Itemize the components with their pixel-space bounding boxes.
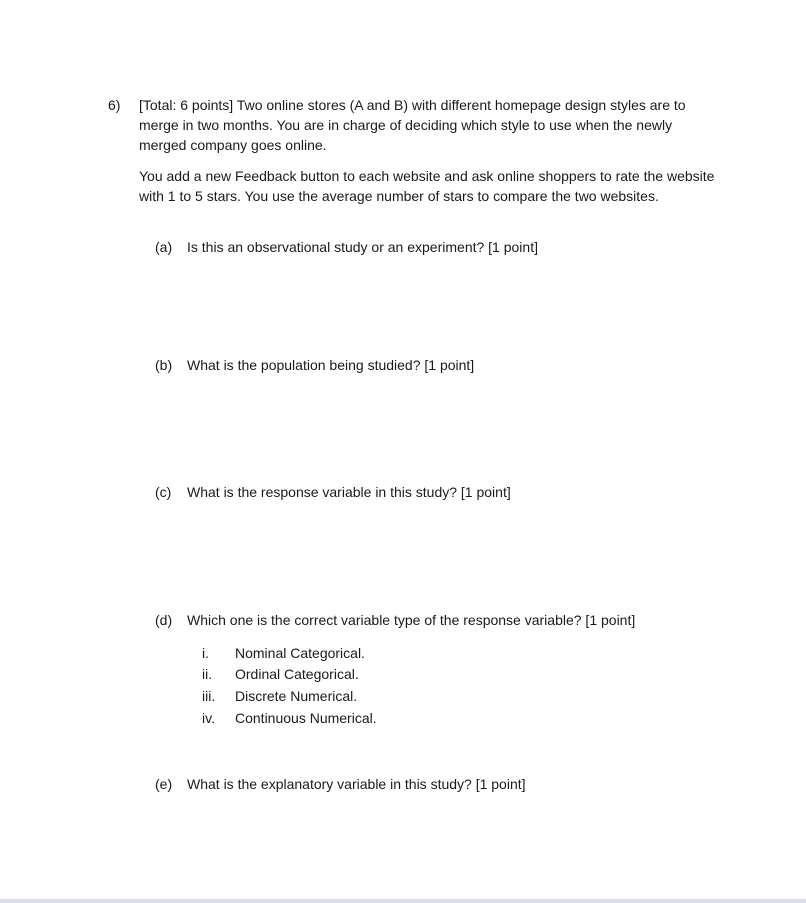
part-e [155, 774, 526, 794]
page-bottom-edge [0, 899, 806, 903]
option-item [202, 686, 357, 706]
option-number: i. [202, 645, 209, 661]
question-intro: [Total: 6 points] Two online stores (A and B) with different homepage design styles are to merge in two months. You are in charge of deciding which style to use when the newly merged company goes online. [139, 97, 686, 153]
part-c [155, 482, 511, 502]
option-item [202, 643, 365, 663]
part-text: What is the population being studied? [1 point] [187, 357, 475, 373]
option-item [202, 708, 377, 728]
question-setup: You add a new Feedback button to each website and ask online shoppers to rate the website with 1 to 5 stars. You use the average number of stars to compare the two websites. [139, 168, 715, 204]
option-text: Nominal Categorical. [235, 645, 365, 661]
part-label: (d) [155, 612, 173, 628]
part-text: Which one is the correct variable type of the response variable? [1 point] [187, 612, 636, 628]
option-text: Continuous Numerical. [235, 710, 377, 726]
part-text: What is the response variable in this study? [1 point] [187, 484, 511, 500]
part-b [155, 355, 474, 375]
part-label: (a) [155, 239, 173, 255]
option-number: ii. [202, 666, 213, 682]
question-number: 6) [108, 97, 121, 113]
part-label: (c) [155, 484, 172, 500]
part-text: Is this an observational study or an experiment? [1 point] [187, 239, 538, 255]
option-item [202, 664, 359, 684]
option-number: iv. [202, 710, 215, 726]
part-text: What is the explanatory variable in this study? [1 point] [187, 776, 526, 792]
part-d [155, 610, 635, 630]
part-label: (e) [155, 776, 173, 792]
part-a [155, 237, 538, 257]
option-text: Discrete Numerical. [235, 688, 358, 704]
part-label: (b) [155, 357, 173, 373]
option-text: Ordinal Categorical. [235, 666, 359, 682]
option-number: iii. [202, 688, 216, 704]
